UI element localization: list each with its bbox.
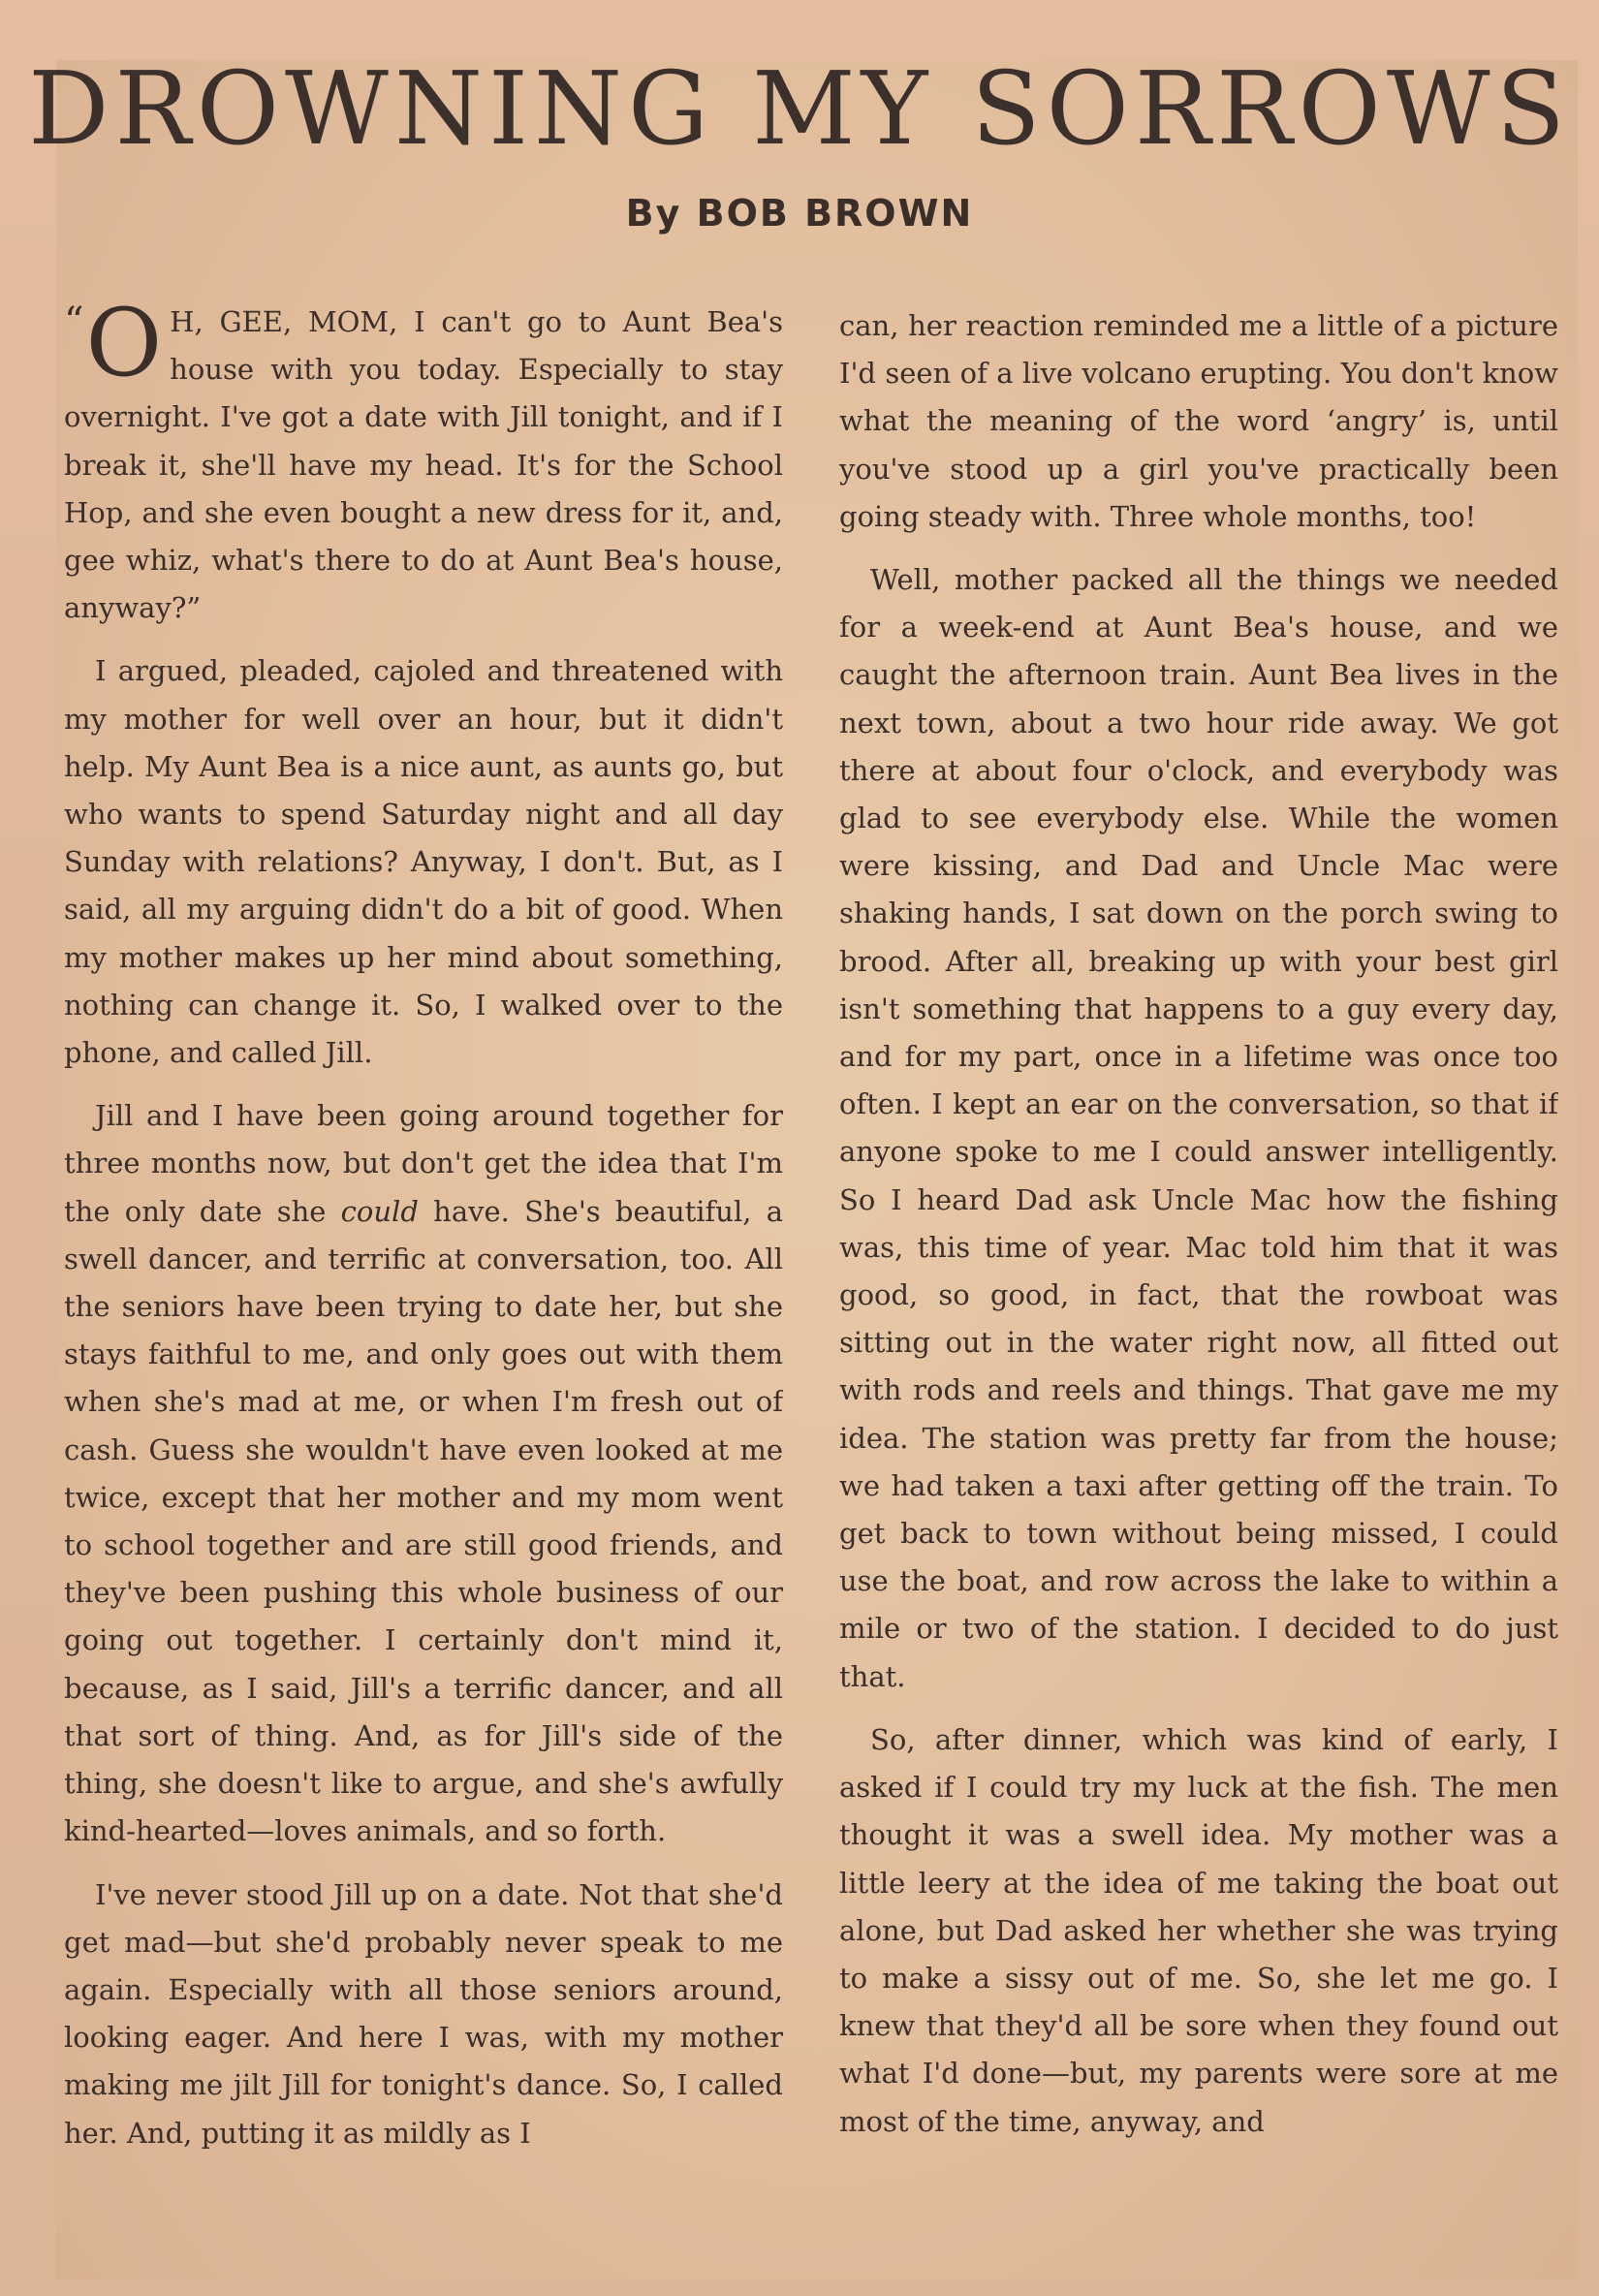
article-title: DROWNING MY SORROWS bbox=[28, 49, 1571, 168]
right-column bbox=[839, 302, 1558, 2260]
paragraph-5: can, her reaction reminded me a little of a picture I'd seen of a live volcano erupting. You don't know what the meaning of the word ‘angry’ is, until you've stood up a girl you've practically been going steady with. Three whole months, too! bbox=[839, 309, 1558, 533]
opening-quote: “ bbox=[64, 299, 84, 344]
paragraph-1 bbox=[64, 299, 783, 632]
paragraph-3-text-b: have. She's beautiful, a swell dancer, and terrific at conversation, too. All the seniors have been trying to date her, but she stays faithful to me, and only goes out with them when she's mad at me, or when I'm fresh out of cash. Guess she wouldn't have even looked at me twice, except that her mother and my mom went to school together and are still good friends, and they've been pushing this whole business of our going out together. I certainly don't mind it, because, as I said, Jill's a terrific dancer, and all that sort of thing. And, as for Jill's side of the thing, she doesn't like to argue, and she's awfully kind-hearted—loves animals, and so forth. bbox=[64, 1194, 783, 1848]
article-byline: By BOB BROWN bbox=[625, 192, 974, 235]
paragraph-3 bbox=[64, 1092, 783, 1855]
paragraph-3-text-a: Jill and I have been going around together for three months now, but don't get the idea that I'm the only date she bbox=[64, 1099, 783, 1228]
paragraph-2: I argued, pleaded, cajoled and threatened with my mother for well over an hour, but it didn't help. My Aunt Bea is a nice aunt, as aunts go, but who wants to spend Saturday night and all day Sunday with relations? Anyway, I don't. But, as I said, all my arguing didn't do a bit of good. When my mother makes up her mind about something, nothing can change it. So, I walked over to the phone, and called Jill. bbox=[64, 654, 783, 1070]
paragraph-7: So, after dinner, which was kind of early, I asked if I could try my luck at the fish. The men thought it was a swell idea. My mother was a little leery at the idea of me taking the boat out alone, but Dad asked her whether she was trying to make a sissy out of me. So, she let me go. I knew that they'd all be sore when they found out what I'd done—but, my parents were sore at me most of the time, anyway, and bbox=[839, 1722, 1558, 2138]
paragraph-3-italic: could bbox=[340, 1194, 419, 1228]
paragraph-4: I've never stood Jill up on a date. Not that she'd get mad—but she'd probably never speak to me again. Especially with all those seniors around, looking eager. And here I was, with my mother making me jilt Jill for tonight's dance. So, I called her. And, putting it as mildly as I bbox=[64, 1877, 783, 2150]
paragraph-1-text: H, GEE, MOM, I can't go to Aunt Bea's house with you today. Especially to stay overnight. I've got a date with Jill tonight, and if I break it, she'll have my head. It's for the School Hop, and she even bought a new dress for it, and, gee whiz, what's there to do at Aunt Bea's house, anyway?” bbox=[64, 305, 783, 625]
drop-cap: O bbox=[85, 299, 163, 397]
left-column bbox=[64, 299, 783, 2256]
paragraph-6: Well, mother packed all the things we needed for a week-end at Aunt Bea's house, and we caught the afternoon train. Aunt Bea lives in the next town, about a two hour ride away. We got there at about four o'clock, and everybody was glad to see everybody else. While the women were kissing, and Dad and Uncle Mac were shaking hands, I sat down on the porch swing to brood. After all, breaking up with your best girl isn't something that happens to a guy every day, and for my part, once in a lifetime was once too often. I kept an ear on the conversation, so that if anyone spoke to me I could answer intelligently. So I heard Dad ask Uncle Mac how the fishing was, this time of year. Mac told him that it was good, so good, in fact, that the rowboat was sitting out in the water right now, all fitted out with rods and reels and things. That gave me my idea. The station was pretty far from the house; we had taken a taxi after getting off the train. To get back to town without being missed, I could use the boat, and row across the lake to within a mile or two of the station. I decided to do just that. bbox=[839, 563, 1558, 1693]
